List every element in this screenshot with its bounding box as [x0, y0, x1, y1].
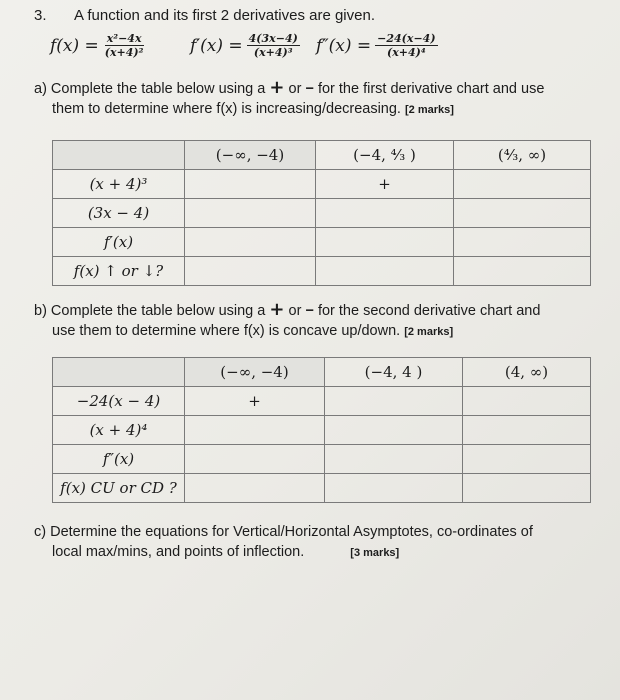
- function-f-prime: [190, 32, 300, 59]
- part-c-marks: [3 marks]: [350, 547, 400, 559]
- function-f: [50, 32, 145, 59]
- table-b-header-cell: (−∞, −4): [185, 358, 325, 387]
- part-a-line-1: [34, 78, 614, 99]
- part-c-line-1: c) Determine the equations for Vertical/Horizontal Asymptotes, co-ordinates of: [34, 524, 533, 540]
- table-a-header-cell: (−∞, −4): [185, 141, 316, 170]
- table-cell[interactable]: [463, 416, 591, 445]
- table-b-corner: [53, 358, 185, 387]
- f-prime-denominator: (x+4)³: [253, 46, 293, 59]
- table-cell[interactable]: [454, 199, 591, 228]
- plus-symbol: +: [269, 299, 285, 320]
- part-a-line1-text: a) Complete the table below using a: [34, 81, 266, 97]
- table-cell[interactable]: [316, 257, 454, 286]
- part-c-line2-text: local max/mins, and points of inflection.: [52, 544, 305, 560]
- table-a-corner: [53, 141, 185, 170]
- table-cell[interactable]: [325, 416, 463, 445]
- table-a-header-row: [53, 141, 591, 170]
- part-a-line1-end: for the first derivative chart and use: [317, 81, 545, 97]
- table-b-header-cell: (4, ∞): [463, 358, 591, 387]
- table-b-header-row: [53, 358, 591, 387]
- f-double-prime-numerator: −24(x−4): [377, 32, 436, 45]
- f-double-prime-denominator: (x+4)⁴: [387, 46, 426, 59]
- table-row: [53, 170, 591, 199]
- first-derivative-table: [52, 140, 591, 286]
- row-label: (x + 4)³: [53, 170, 185, 199]
- part-b-instructions: [34, 300, 614, 342]
- table-cell[interactable]: [185, 257, 316, 286]
- table-a-header-cell: (⁴⁄₃, ∞): [454, 141, 591, 170]
- table-cell[interactable]: [463, 445, 591, 474]
- table-cell[interactable]: +: [316, 170, 454, 199]
- table-a-header-cell: (−4, ⁴⁄₃ ): [316, 141, 454, 170]
- part-b-marks: [2 marks]: [404, 326, 454, 338]
- f-double-prime-label: f″(x) =: [316, 35, 372, 56]
- f-denominator: (x+4)²: [104, 46, 144, 59]
- row-label: (x + 4)⁴: [53, 416, 185, 445]
- table-b-header-cell: (−4, 4 ): [325, 358, 463, 387]
- table-cell[interactable]: [316, 199, 454, 228]
- table-cell[interactable]: [454, 228, 591, 257]
- f-prime-fraction: [247, 32, 300, 59]
- table-cell[interactable]: [325, 474, 463, 503]
- row-label: f″(x): [53, 445, 185, 474]
- row-label: f′(x): [53, 228, 185, 257]
- table-cell[interactable]: [316, 228, 454, 257]
- f-prime-numerator: 4(3x−4): [248, 32, 298, 45]
- f-double-prime-fraction: [375, 32, 437, 59]
- part-a-instructions: [34, 78, 614, 120]
- or-text: or: [288, 303, 302, 319]
- part-c-instructions: [34, 522, 614, 563]
- part-a-marks: [2 marks]: [405, 104, 454, 116]
- minus-symbol: −: [305, 81, 314, 97]
- minus-symbol: −: [305, 303, 314, 319]
- part-b-line-1: [34, 300, 614, 321]
- part-a-line2-text: them to determine where f(x) is increasing/decreasing.: [52, 101, 401, 117]
- table-row: [53, 257, 591, 286]
- table-row: [53, 387, 591, 416]
- part-b-line1-end: for the second derivative chart and: [317, 303, 541, 319]
- table-row: [53, 474, 591, 503]
- question-intro: A function and its first 2 derivatives are given.: [74, 7, 375, 24]
- f-prime-label: f′(x) =: [190, 35, 243, 56]
- table-cell[interactable]: [185, 445, 325, 474]
- question-number: 3.: [34, 7, 47, 24]
- part-b-line-2: [34, 321, 614, 342]
- plus-symbol: +: [269, 77, 285, 98]
- table-cell[interactable]: [463, 474, 591, 503]
- f-fraction: [103, 32, 146, 59]
- table-cell[interactable]: [185, 199, 316, 228]
- table-cell[interactable]: [185, 228, 316, 257]
- part-c-line-2: [34, 542, 614, 563]
- or-text: or: [288, 81, 302, 97]
- table-cell[interactable]: [463, 387, 591, 416]
- table-cell[interactable]: [185, 474, 325, 503]
- table-row: [53, 416, 591, 445]
- part-b-line1-text: b) Complete the table below using a: [34, 303, 266, 319]
- second-derivative-table: [52, 357, 591, 503]
- row-label: −24(x − 4): [53, 387, 185, 416]
- part-b-line2-text: use them to determine where f(x) is concave up/down.: [52, 323, 401, 339]
- f-numerator: x²−4x: [106, 32, 142, 45]
- table-cell[interactable]: [454, 170, 591, 199]
- table-cell[interactable]: [454, 257, 591, 286]
- row-label: f(x) CU or CD ?: [53, 474, 185, 503]
- function-f-double-prime: [316, 32, 438, 59]
- table-cell[interactable]: [325, 387, 463, 416]
- part-a-line-2: [34, 99, 614, 120]
- table-cell[interactable]: [185, 416, 325, 445]
- table-cell[interactable]: [325, 445, 463, 474]
- table-cell[interactable]: +: [185, 387, 325, 416]
- f-label: f(x) =: [50, 35, 99, 56]
- table-row: [53, 445, 591, 474]
- table-row: [53, 199, 591, 228]
- row-label: (3x − 4): [53, 199, 185, 228]
- table-row: [53, 228, 591, 257]
- row-label: f(x) ↑ or ↓?: [53, 257, 185, 286]
- table-cell[interactable]: [185, 170, 316, 199]
